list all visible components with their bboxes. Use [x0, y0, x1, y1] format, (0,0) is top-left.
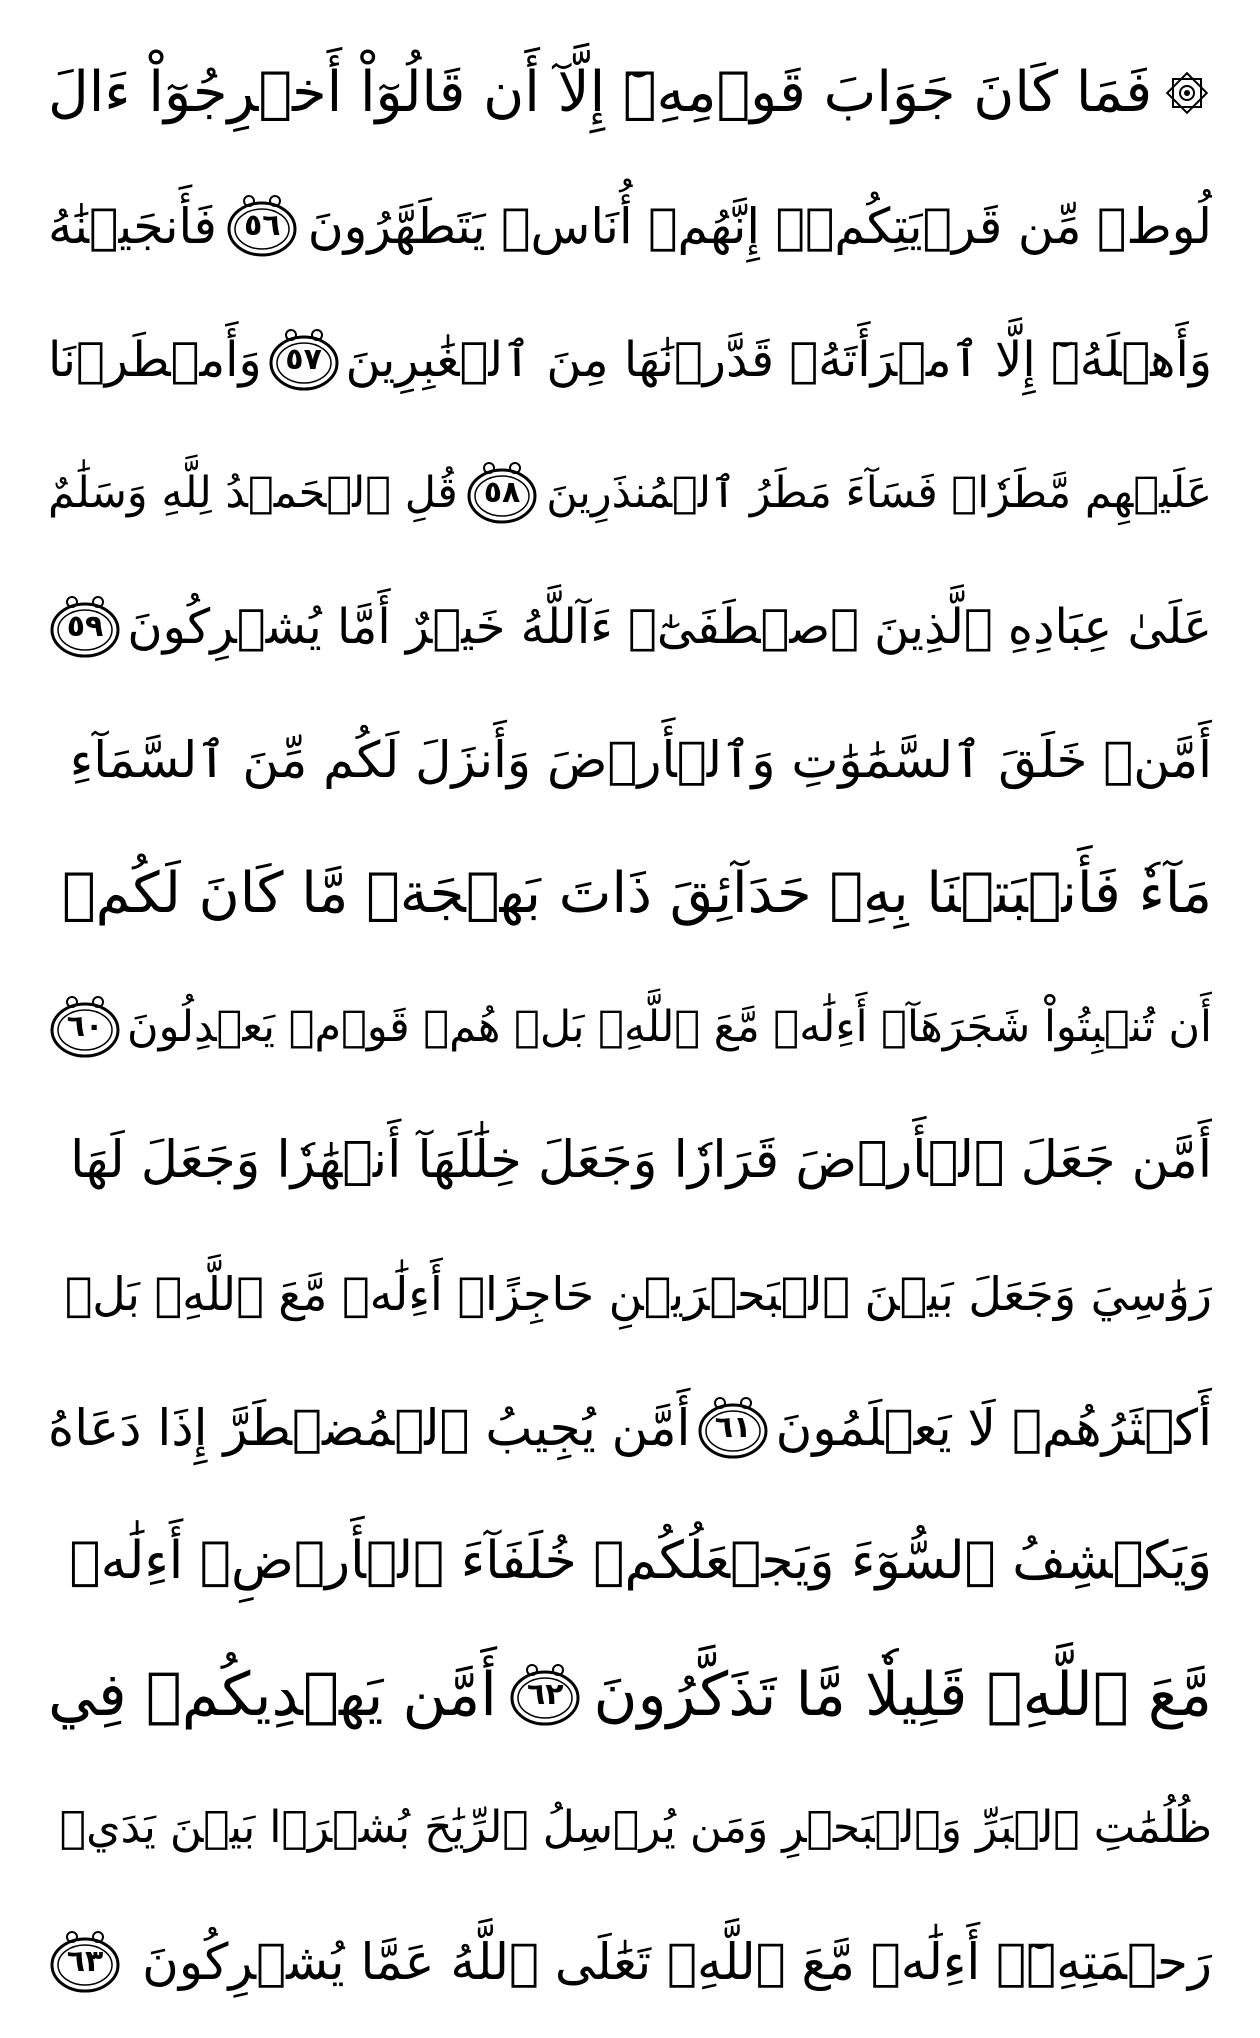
verse-text: أَكۡثَرُهُمۡ لَا يَعۡلَمُونَ	[775, 1398, 1212, 1457]
verse-text: عَلَيۡهِم مَّطَرٗاۖ فَسَآءَ مَطَرُ ٱلۡمُنذَرِينَ	[546, 467, 1212, 518]
verse-text: وَأَمۡطَرۡنَا	[48, 331, 262, 388]
verse-text: فَأَنجَيۡنَٰهُ	[48, 197, 217, 255]
text-line	[48, 427, 1212, 561]
verse-text: أَمَّن جَعَلَ ٱلۡأَرۡضَ قَرَارٗا وَجَعَلَ خِلَٰلَهَآ أَنۡهَٰرٗا وَجَعَلَ لَهَا	[70, 1131, 1212, 1191]
text-line	[48, 560, 1212, 694]
ayah-number-marker	[48, 594, 122, 660]
text-line	[48, 694, 1212, 828]
text-line	[48, 1094, 1212, 1228]
ayah-number: ٦٣	[66, 1943, 104, 1979]
verse-text: لُوطٖ مِّن قَرۡيَتِكُمۡۖ إِنَّهُمۡ أُنَاسٞ يَتَطَهَّرُونَ	[307, 197, 1212, 255]
verse-text: مَّعَ ٱللَّهِۚ قَلِيلٗا مَّا تَذَكَّرُونَ	[593, 1659, 1212, 1730]
hizb-star-icon	[1162, 68, 1212, 118]
text-line	[48, 961, 1212, 1095]
text-line	[48, 827, 1212, 961]
text-line	[48, 1228, 1212, 1362]
text-line	[48, 1495, 1212, 1629]
verse-text: قُلِ ٱلۡحَمۡدُ لِلَّهِ وَسَلَٰمٌ	[48, 467, 458, 518]
ayah-number-marker	[225, 193, 299, 259]
verse-text: ظُلُمَٰتِ ٱلۡبَرِّ وَٱلۡبَحۡرِ وَمَن يُرۡسِلُ ٱلرِّيَٰحَ بُشۡرَۢا بَيۡنَ يَدَيۡ	[59, 1802, 1212, 1854]
ayah-number: ٦٠	[66, 1009, 104, 1045]
ayah-number-marker	[696, 1395, 770, 1461]
ayah-number: ٦٢	[526, 1676, 564, 1712]
verse-text: عَلَىٰ عِبَادِهِ ٱلَّذِينَ ٱصۡطَفَىٰٓۗ ءَآللَّهُ خَيۡرٌ أَمَّا يُشۡرِكُونَ	[127, 598, 1212, 655]
ayah-number-marker	[48, 1929, 122, 1995]
verse-text: أَمَّنۡ خَلَقَ ٱلسَّمَٰوَٰتِ وَٱلۡأَرۡضَ وَأَنزَلَ لَكُم مِّنَ ٱلسَّمَآءِ	[69, 731, 1212, 790]
verse-text: رَوَٰسِيَ وَجَعَلَ بَيۡنَ ٱلۡبَحۡرَيۡنِ حَاجِزًاۗ أَءِلَٰهٞ مَّعَ ٱللَّهِۚ بَلۡ	[64, 1267, 1212, 1322]
verse-text: أَمَّن يَهۡدِيكُمۡ فِي	[48, 1659, 497, 1730]
ayah-number-marker	[465, 460, 539, 526]
verse-text: وَيَكۡشِفُ ٱلسُّوٓءَ وَيَجۡعَلُكُمۡ خُلَفَآءَ ٱلۡأَرۡضِۗ أَءِلَٰهٞ	[69, 1531, 1212, 1592]
verse-text: رَحۡمَتِهِۦٓۗ أَءِلَٰهٞ مَّعَ ٱللَّهِۚ تَعَٰلَى ٱللَّهُ عَمَّا يُشۡرِكُونَ	[142, 1932, 1212, 1991]
verse-text: أَمَّن يُجِيبُ ٱلۡمُضۡطَرَّ إِذَا دَعَاهُ	[48, 1398, 691, 1457]
text-line	[48, 293, 1212, 427]
text-line	[48, 160, 1212, 294]
verse-text: مَآءٗ فَأَنۢبَتۡنَا بِهِۦ حَدَآئِقَ ذَاتَ بَهۡجَةٖ مَّا كَانَ لَكُمۡ	[61, 860, 1212, 926]
ayah-number-marker	[267, 327, 341, 393]
ayah-number: ٥٧	[285, 341, 322, 377]
text-line	[48, 26, 1212, 160]
text-line	[48, 1628, 1212, 1762]
ayah-number: ٦١	[714, 1409, 752, 1445]
verse-text: أَن تُنۢبِتُواْ شَجَرَهَآۗ أَءِلَٰهٞ مَّعَ ٱللَّهِۚ بَلۡ هُمۡ قَوۡمٞ يَعۡدِلُونَ	[127, 1001, 1212, 1052]
verse-text: فَمَا كَانَ جَوَابَ قَوۡمِهِۦٓ إِلَّآ أَن قَالُوٓاْ أَخۡرِجُوٓاْ ءَالَ	[48, 59, 1153, 125]
verse-text: وَأَهۡلَهُۥٓ إِلَّا ٱمۡرَأَتَهُۥ قَدَّرۡنَٰهَا مِنَ ٱلۡغَٰبِرِينَ	[345, 331, 1212, 388]
text-line	[48, 1895, 1212, 2029]
ayah-number: ٥٨	[483, 475, 521, 511]
ayah-number-marker	[508, 1662, 582, 1728]
ayah-number: ٥٦	[243, 208, 281, 244]
text-line	[48, 1361, 1212, 1495]
text-line	[48, 1762, 1212, 1896]
ayah-number-marker	[48, 994, 122, 1060]
ayah-number: ٥٩	[66, 608, 104, 644]
